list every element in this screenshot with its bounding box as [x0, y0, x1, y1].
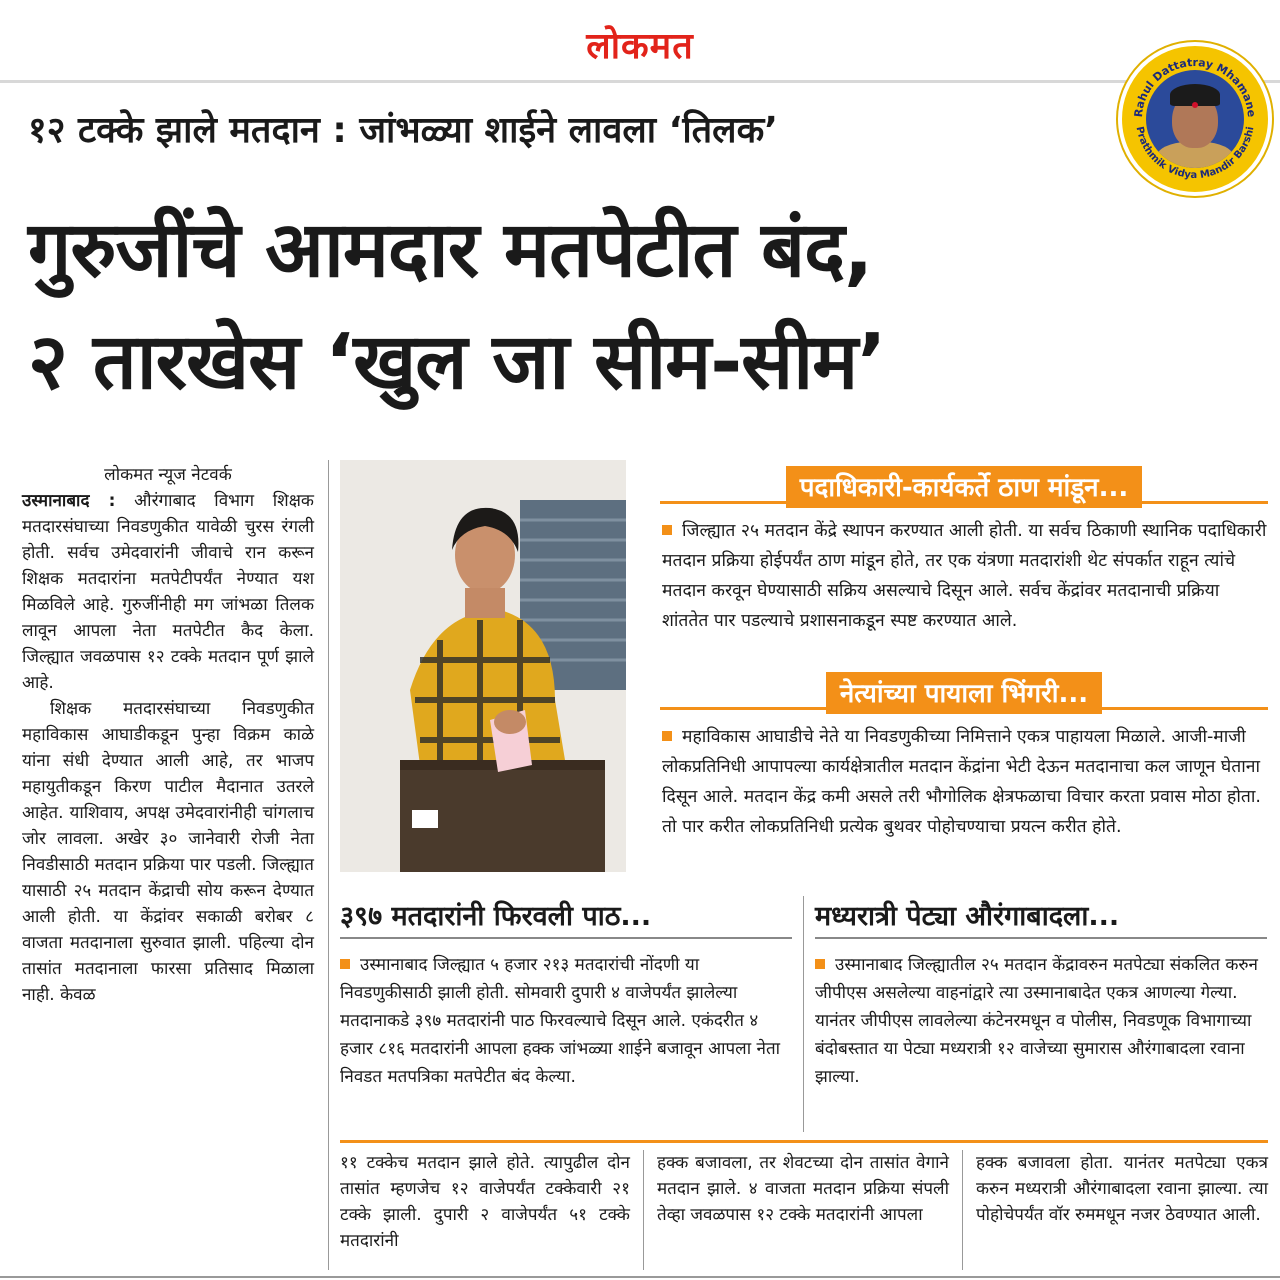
section-rule	[815, 937, 1267, 939]
voter-casting-ballot-illustration	[340, 460, 626, 872]
svg-text:Rahul Dattatray Mhamane	[1132, 56, 1258, 118]
section-text: महाविकास आघाडीचे नेते या निवडणुकीच्या निमित्ताने एकत्र पाहायला मिळाले. आजी-माजी लोकप्रतिनिधी आपापल्या कार्यक्षेत्रातील मतदान केंद्रांना भेटी देऊन मतदानाचा कल जाणून घेताना दिसून आले. मतदान केंद्र कमी असले तरी भौगोलिक क्षेत्रफळाचा विचार करता प्रवास मोठा होता. तो पार करीत लोकप्रतिनिधी प्रत्येक बुथवर पोहोचण्याचा प्रयत्न करीत होते.	[662, 727, 1261, 837]
bullet-icon	[662, 525, 672, 535]
kicker-headline: १२ टक्के झाले मतदान : जांभळ्या शाईने लावला ‘तिलक’	[28, 110, 778, 151]
main-headline	[28, 195, 1258, 419]
column-divider	[962, 1150, 963, 1270]
section-body	[815, 951, 1267, 1091]
article-left-column	[22, 462, 314, 1008]
bullet-icon	[340, 959, 350, 969]
section-header	[660, 466, 1268, 502]
section-text: उस्मानाबाद जिल्ह्यातील २५ मतदान केंद्रावरुन मतपेट्या संकलित करुन जीपीएस असलेल्या वाहनांद्वारे त्या उस्मानाबादेत एकत्र आणल्या गेल्या. यानंतर जीपीएस लावलेल्या कंटेनरमधून व पोलीस, निवडणूक विभागाच्या बंदोबस्तात या पेट्या मध्यरात्री १२ वाजेच्या सुमारास औरंगाबादला रवाना झाल्या.	[815, 955, 1258, 1087]
badge-text-ring	[1122, 46, 1268, 192]
section-leaders-travel	[660, 672, 1268, 842]
watermark-badge	[1118, 42, 1272, 196]
article-continuation-1: ११ टक्केच मतदान झाले होते. त्यापुढील दोन तासांत म्हणजेच १२ वाजेपर्यंत टक्केवारी २१ टक्के झाली. दुपारी २ वाजेपर्यंत ५१ टक्के मतदारांनी	[340, 1153, 630, 1251]
section-title: पदाधिकारी-कार्यकर्ते ठाण मांडून...	[786, 466, 1142, 508]
headline-line-2: २ तारखेस ‘खुल जा सीम-सीम’	[28, 318, 886, 407]
article-continuation-2: हक्क बजावला, तर शेवटच्या दोन तासांत वेगाने मतदान झाले. ४ वाजता मतदान प्रक्रिया संपली तेव्हा जवळपास १२ टक्के मतदारांनी आपला	[657, 1153, 949, 1225]
article-para-2: शिक्षक मतदारसंघाच्या निवडणुकीत महाविकास आघाडीकडून पुन्हा विक्रम काळे यांना संधी देण्यात आली आहे, तर भाजप महायुतीकडून किरण पाटील मैदानात उतरले आहेत. याशिवाय, अपक्ष उमेदवारांनीही चांगलाच जोर लावला. अखेर ३० जानेवारी रोजी नेता निवडीसाठी मतदान प्रक्रिया पार पडली. जिल्ह्यात यासाठी २५ मतदान केंद्राची सोय करून देण्यात आली होती. या केंद्रांवर सकाळी बरोबर ८ वाजता मतदानाला सुरुवात झाली. पहिल्या दोन तासांत मतदानाला फारसा प्रतिसाद मिळाला नाही. केवळ	[22, 699, 314, 1005]
masthead-divider	[0, 80, 1280, 83]
badge-school: Prathmik Vidya Mandir Barshi	[1133, 125, 1257, 182]
article-para-1-text: औरंगाबाद विभाग शिक्षक मतदारसंघाच्या निवडणुकीत यावेळी चुरस रंगली होती. सर्वच उमेदवारांनी जीवाचे रान करून शिक्षक मतदारांना मतपेटीपर्यंत नेण्यात यश मिळविले आहे. गुरुजींनीही मग जांभळा तिलक लावून आपला नेता मतपेटीत कैद केला. जिल्ह्यात जवळपास १२ टक्के मतदान पूर्ण झाले आहे.	[22, 491, 314, 693]
section-header	[660, 672, 1268, 708]
section-midnight-boxes	[815, 896, 1267, 1091]
section-title: नेत्यांच्या पायाला भिंगरी...	[826, 672, 1102, 714]
byline: लोकमत न्यूज नेटवर्क	[104, 465, 232, 485]
newspaper-masthead	[0, 20, 1280, 69]
badge-name: Rahul Dattatray Mhamane	[1131, 55, 1259, 118]
section-body	[340, 951, 792, 1091]
dateline: उस्मानाबाद :	[22, 491, 116, 511]
news-photo	[340, 460, 626, 872]
column-divider	[328, 460, 329, 1270]
bullet-icon	[815, 959, 825, 969]
svg-text:Prathmik Vidya Mandir Barshi	[1134, 126, 1257, 181]
section-office-bearers	[660, 466, 1268, 636]
masthead-logo: लोकमत	[586, 25, 694, 67]
bottom-border	[0, 1276, 1280, 1278]
column-divider	[643, 1150, 644, 1270]
bullet-icon	[662, 731, 672, 741]
section-abstained-voters	[340, 896, 792, 1091]
section-body	[660, 516, 1268, 636]
article-para-1	[22, 488, 314, 696]
section-text: जिल्ह्यात २५ मतदान केंद्रे स्थापन करण्यात आली होती. या सर्वच ठिकाणी स्थानिक पदाधिकारी मतदान प्रक्रिया होईपर्यंत ठाण मांडून होते, तर एक यंत्रणा मतदारांशी थेट संपर्कात राहून त्यांचे मतदान करवून घेण्यासाठी सक्रिय असल्याचे दिसून आले. सर्वच केंद्रांवर मतदानाची प्रक्रिया शांततेत पार पडल्याचे प्रशासनाकडून स्पष्ट करण्यात आले.	[662, 521, 1267, 631]
section-title: ३९७ मतदारांनी फिरवली पाठ...	[340, 901, 652, 932]
box-divider	[803, 896, 804, 1132]
section-body	[660, 722, 1268, 842]
headline-line-1: गुरुजींचे आमदार मतपेटीत बंद,	[28, 206, 873, 295]
section-title: मध्यरात्री पेट्या औरंगाबादला...	[815, 901, 1120, 932]
continuation-rule	[340, 1140, 1268, 1143]
section-rule	[340, 937, 792, 939]
article-continuation-3: हक्क बजावला होता. यानंतर मतपेट्या एकत्र करुन मध्यरात्री औरंगाबादला रवाना झाल्या. त्या पोहोचेपर्यंत वॉर रुममधून नजर ठेवण्यात आली.	[976, 1153, 1268, 1225]
section-text: उस्मानाबाद जिल्ह्यात ५ हजार २१३ मतदारांची नोंदणी या निवडणुकीसाठी झाली होती. सोमवारी दुपारी ४ वाजेपर्यंत झालेल्या मतदानाकडे ३९७ मतदारांनी पाठ फिरवल्याचे दिसून आले. एकंदरीत ४ हजार ८१६ मतदारांनी आपला हक्क जांभळ्या शाईने बजावून आपला नेता निवडत मतपत्रिका मतपेटीत बंद केल्या.	[340, 955, 781, 1087]
